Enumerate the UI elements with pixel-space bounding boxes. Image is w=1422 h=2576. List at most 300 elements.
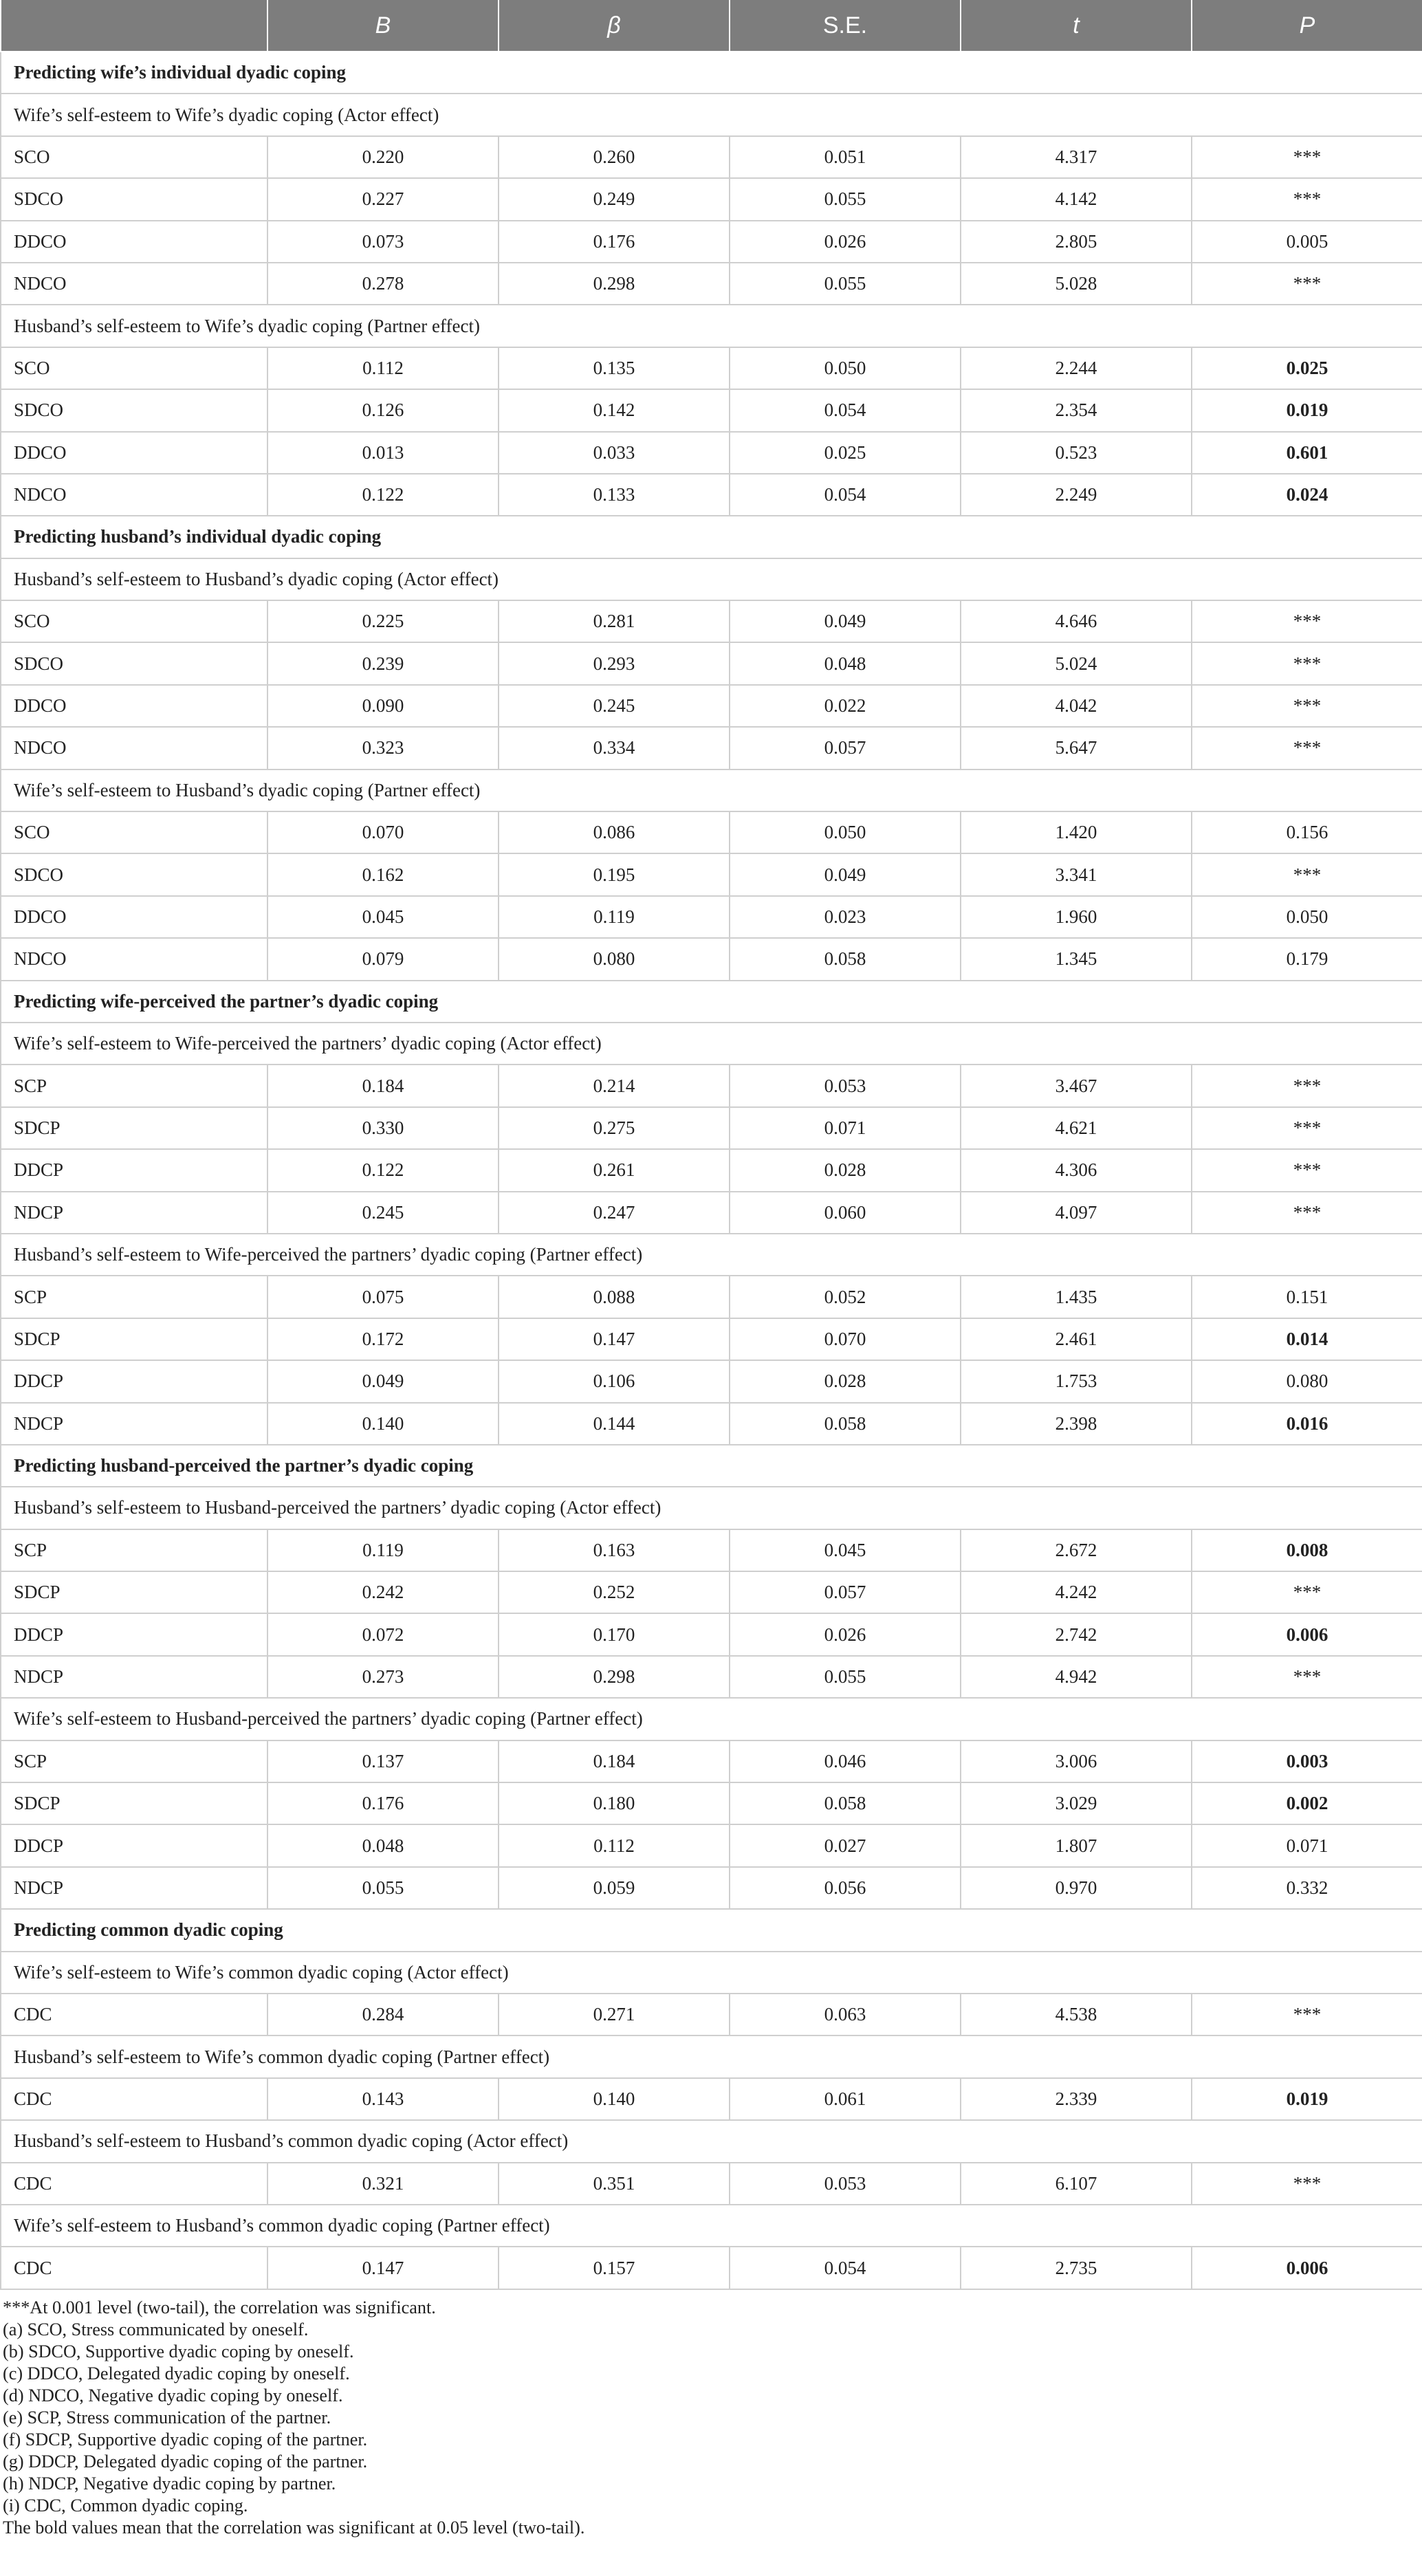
beta-value-cell: 0.157 bbox=[499, 2247, 730, 2289]
effect-group-row bbox=[1, 2120, 1422, 2162]
table-row bbox=[1, 1065, 1422, 1106]
b-value-cell: 0.090 bbox=[267, 685, 499, 727]
p-value-cell: *** bbox=[1192, 1149, 1422, 1191]
t-value-cell: 4.942 bbox=[961, 1656, 1192, 1698]
section-heading: Predicting wife-perceived the partner’s dyadic coping bbox=[1, 981, 1422, 1023]
coping-variable-cell: NDCP bbox=[1, 1867, 267, 1909]
footnote-line: (c) DDCO, Delegated dyadic coping by oneself. bbox=[3, 2363, 350, 2383]
b-value-cell: 0.321 bbox=[267, 2163, 499, 2205]
t-value-cell: 6.107 bbox=[961, 2163, 1192, 2205]
table-row bbox=[1, 1571, 1422, 1613]
table-row bbox=[1, 221, 1422, 263]
t-value-cell: 2.398 bbox=[961, 1403, 1192, 1445]
p-value-cell: *** bbox=[1192, 1192, 1422, 1234]
b-value-cell: 0.119 bbox=[267, 1529, 499, 1571]
b-value-cell: 0.055 bbox=[267, 1867, 499, 1909]
b-value-cell: 0.242 bbox=[267, 1571, 499, 1613]
section-heading: Predicting common dyadic coping bbox=[1, 1909, 1422, 1951]
coping-variable-cell: CDC bbox=[1, 1994, 267, 2035]
b-value-cell: 0.162 bbox=[267, 853, 499, 895]
beta-value-cell: 0.247 bbox=[499, 1192, 730, 1234]
table-row bbox=[1, 2247, 1422, 2289]
se-value-cell: 0.023 bbox=[730, 896, 961, 938]
se-value-cell: 0.050 bbox=[730, 347, 961, 389]
t-value-cell: 4.646 bbox=[961, 600, 1192, 642]
table-row bbox=[1, 1107, 1422, 1149]
se-value-cell: 0.058 bbox=[730, 1782, 961, 1824]
p-value-cell: 0.156 bbox=[1192, 811, 1422, 853]
table-row bbox=[1, 2163, 1422, 2205]
p-value-cell: 0.151 bbox=[1192, 1276, 1422, 1318]
table-row bbox=[1, 1529, 1422, 1571]
p-value-cell: *** bbox=[1192, 685, 1422, 727]
t-value-cell: 2.339 bbox=[961, 2078, 1192, 2120]
beta-value-cell: 0.147 bbox=[499, 1318, 730, 1360]
coping-variable-cell: NDCP bbox=[1, 1403, 267, 1445]
b-value-cell: 0.323 bbox=[267, 727, 499, 769]
t-value-cell: 1.753 bbox=[961, 1360, 1192, 1402]
b-value-cell: 0.048 bbox=[267, 1824, 499, 1866]
coping-variable-cell: SCP bbox=[1, 1740, 267, 1782]
t-value-cell: 2.735 bbox=[961, 2247, 1192, 2289]
effect-group-label: Wife’s self-esteem to Husband-perceived the partners’ dyadic coping (Partner effect) bbox=[1, 1698, 1422, 1740]
p-value-cell: 0.080 bbox=[1192, 1360, 1422, 1402]
coping-variable-cell: DDCP bbox=[1, 1613, 267, 1655]
t-value-cell: 4.306 bbox=[961, 1149, 1192, 1191]
table-row bbox=[1, 938, 1422, 980]
table-row bbox=[1, 263, 1422, 305]
beta-value-cell: 0.351 bbox=[499, 2163, 730, 2205]
beta-value-cell: 0.249 bbox=[499, 178, 730, 220]
coping-variable-cell: NDCP bbox=[1, 1192, 267, 1234]
footnote-line: (b) SDCO, Supportive dyadic coping by oneself. bbox=[3, 2341, 354, 2361]
b-value-cell: 0.075 bbox=[267, 1276, 499, 1318]
effect-group-label: Husband’s self-esteem to Wife-perceived the partners’ dyadic coping (Partner effect) bbox=[1, 1234, 1422, 1276]
t-value-cell: 4.538 bbox=[961, 1994, 1192, 2035]
effect-group-row bbox=[1, 305, 1422, 347]
se-value-cell: 0.051 bbox=[730, 136, 961, 178]
table-row bbox=[1, 136, 1422, 178]
beta-value-cell: 0.059 bbox=[499, 1867, 730, 1909]
footnote-line: (d) NDCO, Negative dyadic coping by oneself. bbox=[3, 2385, 343, 2405]
se-value-cell: 0.053 bbox=[730, 1065, 961, 1106]
table-row bbox=[1, 1192, 1422, 1234]
table-row bbox=[1, 432, 1422, 474]
se-value-cell: 0.056 bbox=[730, 1867, 961, 1909]
table-row bbox=[1, 853, 1422, 895]
table-row bbox=[1, 1613, 1422, 1655]
se-value-cell: 0.055 bbox=[730, 1656, 961, 1698]
coping-variable-cell: DDCP bbox=[1, 1149, 267, 1191]
table-header bbox=[1, 0, 1422, 52]
coping-variable-cell: NDCO bbox=[1, 938, 267, 980]
beta-value-cell: 0.298 bbox=[499, 263, 730, 305]
b-value-cell: 0.278 bbox=[267, 263, 499, 305]
table-row bbox=[1, 389, 1422, 431]
b-value-cell: 0.122 bbox=[267, 474, 499, 516]
effect-group-label: Wife’s self-esteem to Husband’s dyadic coping (Partner effect) bbox=[1, 769, 1422, 811]
se-value-cell: 0.028 bbox=[730, 1360, 961, 1402]
t-value-cell: 0.970 bbox=[961, 1867, 1192, 1909]
b-value-cell: 0.079 bbox=[267, 938, 499, 980]
p-value-cell: 0.016 bbox=[1192, 1403, 1422, 1445]
coping-variable-cell: SCO bbox=[1, 136, 267, 178]
beta-value-cell: 0.180 bbox=[499, 1782, 730, 1824]
t-value-cell: 1.345 bbox=[961, 938, 1192, 980]
coping-variable-cell: SCO bbox=[1, 600, 267, 642]
p-value-cell: 0.003 bbox=[1192, 1740, 1422, 1782]
se-value-cell: 0.070 bbox=[730, 1318, 961, 1360]
beta-value-cell: 0.271 bbox=[499, 1994, 730, 2035]
p-value-cell: 0.601 bbox=[1192, 432, 1422, 474]
section-heading-row bbox=[1, 52, 1422, 94]
p-value-cell: *** bbox=[1192, 2163, 1422, 2205]
footnote-line: (i) CDC, Common dyadic coping. bbox=[3, 2495, 248, 2515]
b-value-cell: 0.070 bbox=[267, 811, 499, 853]
beta-value-cell: 0.252 bbox=[499, 1571, 730, 1613]
b-value-cell: 0.126 bbox=[267, 389, 499, 431]
beta-value-cell: 0.170 bbox=[499, 1613, 730, 1655]
p-value-cell: *** bbox=[1192, 178, 1422, 220]
table-row bbox=[1, 727, 1422, 769]
p-value-cell: 0.019 bbox=[1192, 2078, 1422, 2120]
p-value-cell: *** bbox=[1192, 263, 1422, 305]
beta-value-cell: 0.144 bbox=[499, 1403, 730, 1445]
table-row bbox=[1, 474, 1422, 516]
t-value-cell: 1.960 bbox=[961, 896, 1192, 938]
t-value-cell: 4.317 bbox=[961, 136, 1192, 178]
effect-group-label: Wife’s self-esteem to Wife’s common dyadic coping (Actor effect) bbox=[1, 1952, 1422, 1994]
t-value-cell: 5.028 bbox=[961, 263, 1192, 305]
table-row bbox=[1, 1276, 1422, 1318]
se-value-cell: 0.026 bbox=[730, 1613, 961, 1655]
effect-group-label: Wife’s self-esteem to Wife-perceived the partners’ dyadic coping (Actor effect) bbox=[1, 1023, 1422, 1065]
section-heading: Predicting husband-perceived the partner’s dyadic coping bbox=[1, 1445, 1422, 1487]
beta-value-cell: 0.112 bbox=[499, 1824, 730, 1866]
se-value-cell: 0.053 bbox=[730, 2163, 961, 2205]
beta-value-cell: 0.033 bbox=[499, 432, 730, 474]
p-value-cell: 0.006 bbox=[1192, 2247, 1422, 2289]
t-value-cell: 3.006 bbox=[961, 1740, 1192, 1782]
t-value-cell: 2.354 bbox=[961, 389, 1192, 431]
effect-group-row bbox=[1, 94, 1422, 135]
effect-group-label: Husband’s self-esteem to Husband-perceived the partners’ dyadic coping (Actor effect) bbox=[1, 1487, 1422, 1529]
p-value-cell: *** bbox=[1192, 853, 1422, 895]
coping-variable-cell: DDCO bbox=[1, 685, 267, 727]
table-row bbox=[1, 1994, 1422, 2035]
beta-value-cell: 0.140 bbox=[499, 2078, 730, 2120]
t-value-cell: 1.807 bbox=[961, 1824, 1192, 1866]
t-value-cell: 4.097 bbox=[961, 1192, 1192, 1234]
table-row bbox=[1, 1867, 1422, 1909]
table-row bbox=[1, 642, 1422, 684]
beta-value-cell: 0.281 bbox=[499, 600, 730, 642]
t-value-cell: 4.621 bbox=[961, 1107, 1192, 1149]
b-value-cell: 0.045 bbox=[267, 896, 499, 938]
p-value-cell: 0.071 bbox=[1192, 1824, 1422, 1866]
se-value-cell: 0.055 bbox=[730, 263, 961, 305]
t-value-cell: 0.523 bbox=[961, 432, 1192, 474]
effect-group-row bbox=[1, 1952, 1422, 1994]
header-row bbox=[1, 0, 1422, 52]
beta-value-cell: 0.163 bbox=[499, 1529, 730, 1571]
b-value-cell: 0.184 bbox=[267, 1065, 499, 1106]
se-value-cell: 0.048 bbox=[730, 642, 961, 684]
p-value-cell: 0.008 bbox=[1192, 1529, 1422, 1571]
coping-variable-cell: NDCO bbox=[1, 727, 267, 769]
effect-group-label: Husband’s self-esteem to Wife’s common dyadic coping (Partner effect) bbox=[1, 2035, 1422, 2077]
coping-variable-cell: DDCO bbox=[1, 221, 267, 263]
header-cell-se: S.E. bbox=[730, 0, 961, 52]
b-value-cell: 0.143 bbox=[267, 2078, 499, 2120]
t-value-cell: 2.461 bbox=[961, 1318, 1192, 1360]
footnote-line: (e) SCP, Stress communication of the partner. bbox=[3, 2407, 331, 2427]
table-row bbox=[1, 896, 1422, 938]
table-footnotes bbox=[0, 2290, 1422, 2539]
coping-variable-cell: CDC bbox=[1, 2247, 267, 2289]
coping-variable-cell: SDCO bbox=[1, 389, 267, 431]
p-value-cell: *** bbox=[1192, 727, 1422, 769]
p-value-cell: 0.050 bbox=[1192, 896, 1422, 938]
table-row bbox=[1, 685, 1422, 727]
b-value-cell: 0.225 bbox=[267, 600, 499, 642]
p-value-cell: 0.332 bbox=[1192, 1867, 1422, 1909]
section-heading-row bbox=[1, 1909, 1422, 1951]
se-value-cell: 0.046 bbox=[730, 1740, 961, 1782]
header-cell-b: B bbox=[267, 0, 499, 52]
effect-group-row bbox=[1, 769, 1422, 811]
t-value-cell: 4.042 bbox=[961, 685, 1192, 727]
se-value-cell: 0.026 bbox=[730, 221, 961, 263]
t-value-cell: 5.647 bbox=[961, 727, 1192, 769]
coping-variable-cell: SDCP bbox=[1, 1107, 267, 1149]
t-value-cell: 3.467 bbox=[961, 1065, 1192, 1106]
beta-value-cell: 0.088 bbox=[499, 1276, 730, 1318]
b-value-cell: 0.245 bbox=[267, 1192, 499, 1234]
b-value-cell: 0.122 bbox=[267, 1149, 499, 1191]
effect-group-label: Husband’s self-esteem to Husband’s common dyadic coping (Actor effect) bbox=[1, 2120, 1422, 2162]
beta-value-cell: 0.261 bbox=[499, 1149, 730, 1191]
coping-variable-cell: DDCP bbox=[1, 1360, 267, 1402]
table-row bbox=[1, 2078, 1422, 2120]
b-value-cell: 0.147 bbox=[267, 2247, 499, 2289]
effect-group-row bbox=[1, 1234, 1422, 1276]
se-value-cell: 0.050 bbox=[730, 811, 961, 853]
se-value-cell: 0.054 bbox=[730, 389, 961, 431]
b-value-cell: 0.239 bbox=[267, 642, 499, 684]
beta-value-cell: 0.176 bbox=[499, 221, 730, 263]
effect-group-row bbox=[1, 1023, 1422, 1065]
b-value-cell: 0.140 bbox=[267, 1403, 499, 1445]
b-value-cell: 0.137 bbox=[267, 1740, 499, 1782]
p-value-cell: 0.019 bbox=[1192, 389, 1422, 431]
beta-value-cell: 0.142 bbox=[499, 389, 730, 431]
b-value-cell: 0.273 bbox=[267, 1656, 499, 1698]
p-value-cell: *** bbox=[1192, 1065, 1422, 1106]
table-row bbox=[1, 1740, 1422, 1782]
se-value-cell: 0.063 bbox=[730, 1994, 961, 2035]
b-value-cell: 0.049 bbox=[267, 1360, 499, 1402]
header-cell-blank bbox=[1, 0, 267, 52]
coping-variable-cell: SCP bbox=[1, 1276, 267, 1318]
se-value-cell: 0.045 bbox=[730, 1529, 961, 1571]
t-value-cell: 3.341 bbox=[961, 853, 1192, 895]
section-heading-row bbox=[1, 981, 1422, 1023]
se-value-cell: 0.025 bbox=[730, 432, 961, 474]
beta-value-cell: 0.119 bbox=[499, 896, 730, 938]
p-value-cell: *** bbox=[1192, 1571, 1422, 1613]
effect-group-label: Wife’s self-esteem to Husband’s common dyadic coping (Partner effect) bbox=[1, 2205, 1422, 2247]
p-value-cell: 0.014 bbox=[1192, 1318, 1422, 1360]
coping-variable-cell: SDCO bbox=[1, 178, 267, 220]
t-value-cell: 4.142 bbox=[961, 178, 1192, 220]
effect-group-label: Husband’s self-esteem to Wife’s dyadic coping (Partner effect) bbox=[1, 305, 1422, 347]
p-value-cell: 0.006 bbox=[1192, 1613, 1422, 1655]
coping-variable-cell: NDCO bbox=[1, 474, 267, 516]
section-heading-row bbox=[1, 1445, 1422, 1487]
se-value-cell: 0.049 bbox=[730, 853, 961, 895]
table-row bbox=[1, 1360, 1422, 1402]
coping-variable-cell: SCP bbox=[1, 1529, 267, 1571]
footnote-line: (g) DDCP, Delegated dyadic coping of the partner. bbox=[3, 2451, 368, 2471]
p-value-cell: *** bbox=[1192, 600, 1422, 642]
table-row bbox=[1, 347, 1422, 389]
se-value-cell: 0.057 bbox=[730, 1571, 961, 1613]
coping-variable-cell: SCO bbox=[1, 811, 267, 853]
se-value-cell: 0.058 bbox=[730, 1403, 961, 1445]
b-value-cell: 0.227 bbox=[267, 178, 499, 220]
se-value-cell: 0.054 bbox=[730, 2247, 961, 2289]
beta-value-cell: 0.184 bbox=[499, 1740, 730, 1782]
t-value-cell: 1.420 bbox=[961, 811, 1192, 853]
table-row bbox=[1, 811, 1422, 853]
t-value-cell: 4.242 bbox=[961, 1571, 1192, 1613]
se-value-cell: 0.071 bbox=[730, 1107, 961, 1149]
se-value-cell: 0.057 bbox=[730, 727, 961, 769]
t-value-cell: 5.024 bbox=[961, 642, 1192, 684]
coping-variable-cell: DDCO bbox=[1, 896, 267, 938]
section-heading: Predicting wife’s individual dyadic coping bbox=[1, 52, 1422, 94]
b-value-cell: 0.072 bbox=[267, 1613, 499, 1655]
effect-group-row bbox=[1, 2205, 1422, 2247]
coping-variable-cell: NDCO bbox=[1, 263, 267, 305]
b-value-cell: 0.220 bbox=[267, 136, 499, 178]
beta-value-cell: 0.245 bbox=[499, 685, 730, 727]
se-value-cell: 0.049 bbox=[730, 600, 961, 642]
b-value-cell: 0.112 bbox=[267, 347, 499, 389]
se-value-cell: 0.027 bbox=[730, 1824, 961, 1866]
t-value-cell: 2.805 bbox=[961, 221, 1192, 263]
beta-value-cell: 0.293 bbox=[499, 642, 730, 684]
beta-value-cell: 0.135 bbox=[499, 347, 730, 389]
b-value-cell: 0.172 bbox=[267, 1318, 499, 1360]
b-value-cell: 0.073 bbox=[267, 221, 499, 263]
beta-value-cell: 0.298 bbox=[499, 1656, 730, 1698]
p-value-cell: *** bbox=[1192, 1107, 1422, 1149]
se-value-cell: 0.060 bbox=[730, 1192, 961, 1234]
header-cell-t: t bbox=[961, 0, 1192, 52]
table-body bbox=[1, 52, 1422, 2289]
coping-variable-cell: CDC bbox=[1, 2163, 267, 2205]
footnote-line: The bold values mean that the correlation was significant at 0.05 level (two-tail). bbox=[3, 2517, 585, 2537]
effect-group-row bbox=[1, 558, 1422, 600]
beta-value-cell: 0.133 bbox=[499, 474, 730, 516]
footnote-line: (f) SDCP, Supportive dyadic coping of the partner. bbox=[3, 2429, 368, 2449]
p-value-cell: 0.024 bbox=[1192, 474, 1422, 516]
t-value-cell: 2.672 bbox=[961, 1529, 1192, 1571]
beta-value-cell: 0.214 bbox=[499, 1065, 730, 1106]
effect-group-label: Husband’s self-esteem to Husband’s dyadic coping (Actor effect) bbox=[1, 558, 1422, 600]
table-row bbox=[1, 1824, 1422, 1866]
se-value-cell: 0.022 bbox=[730, 685, 961, 727]
section-heading: Predicting husband’s individual dyadic coping bbox=[1, 516, 1422, 558]
beta-value-cell: 0.080 bbox=[499, 938, 730, 980]
beta-value-cell: 0.260 bbox=[499, 136, 730, 178]
p-value-cell: 0.179 bbox=[1192, 938, 1422, 980]
table-row bbox=[1, 1403, 1422, 1445]
t-value-cell: 2.742 bbox=[961, 1613, 1192, 1655]
coping-variable-cell: NDCP bbox=[1, 1656, 267, 1698]
coping-variable-cell: SDCP bbox=[1, 1782, 267, 1824]
coping-variable-cell: DDCO bbox=[1, 432, 267, 474]
se-value-cell: 0.061 bbox=[730, 2078, 961, 2120]
p-value-cell: 0.005 bbox=[1192, 221, 1422, 263]
effect-group-label: Wife’s self-esteem to Wife’s dyadic coping (Actor effect) bbox=[1, 94, 1422, 135]
effect-group-row bbox=[1, 2035, 1422, 2077]
se-value-cell: 0.028 bbox=[730, 1149, 961, 1191]
coping-variable-cell: DDCP bbox=[1, 1824, 267, 1866]
beta-value-cell: 0.106 bbox=[499, 1360, 730, 1402]
se-value-cell: 0.054 bbox=[730, 474, 961, 516]
table-row bbox=[1, 1318, 1422, 1360]
beta-value-cell: 0.275 bbox=[499, 1107, 730, 1149]
t-value-cell: 1.435 bbox=[961, 1276, 1192, 1318]
header-cell-beta: β bbox=[499, 0, 730, 52]
table-row bbox=[1, 178, 1422, 220]
b-value-cell: 0.013 bbox=[267, 432, 499, 474]
p-value-cell: *** bbox=[1192, 1656, 1422, 1698]
table-row bbox=[1, 600, 1422, 642]
footnote-line: ***At 0.001 level (two-tail), the correlation was significant. bbox=[3, 2297, 436, 2317]
footnote-line: (h) NDCP, Negative dyadic coping by partner. bbox=[3, 2473, 336, 2493]
se-value-cell: 0.055 bbox=[730, 178, 961, 220]
se-value-cell: 0.052 bbox=[730, 1276, 961, 1318]
coping-variable-cell: SDCO bbox=[1, 642, 267, 684]
b-value-cell: 0.176 bbox=[267, 1782, 499, 1824]
b-value-cell: 0.330 bbox=[267, 1107, 499, 1149]
se-value-cell: 0.058 bbox=[730, 938, 961, 980]
beta-value-cell: 0.086 bbox=[499, 811, 730, 853]
t-value-cell: 3.029 bbox=[961, 1782, 1192, 1824]
p-value-cell: *** bbox=[1192, 1994, 1422, 2035]
coping-variable-cell: SCP bbox=[1, 1065, 267, 1106]
p-value-cell: *** bbox=[1192, 642, 1422, 684]
b-value-cell: 0.284 bbox=[267, 1994, 499, 2035]
p-value-cell: *** bbox=[1192, 136, 1422, 178]
t-value-cell: 2.249 bbox=[961, 474, 1192, 516]
table-row bbox=[1, 1149, 1422, 1191]
coping-variable-cell: SDCP bbox=[1, 1318, 267, 1360]
table-row bbox=[1, 1656, 1422, 1698]
beta-value-cell: 0.195 bbox=[499, 853, 730, 895]
table-row bbox=[1, 1782, 1422, 1824]
effect-group-row bbox=[1, 1487, 1422, 1529]
t-value-cell: 2.244 bbox=[961, 347, 1192, 389]
effect-group-row bbox=[1, 1698, 1422, 1740]
footnote-line: (a) SCO, Stress communicated by oneself. bbox=[3, 2319, 309, 2339]
coping-variable-cell: SDCP bbox=[1, 1571, 267, 1613]
p-value-cell: 0.002 bbox=[1192, 1782, 1422, 1824]
